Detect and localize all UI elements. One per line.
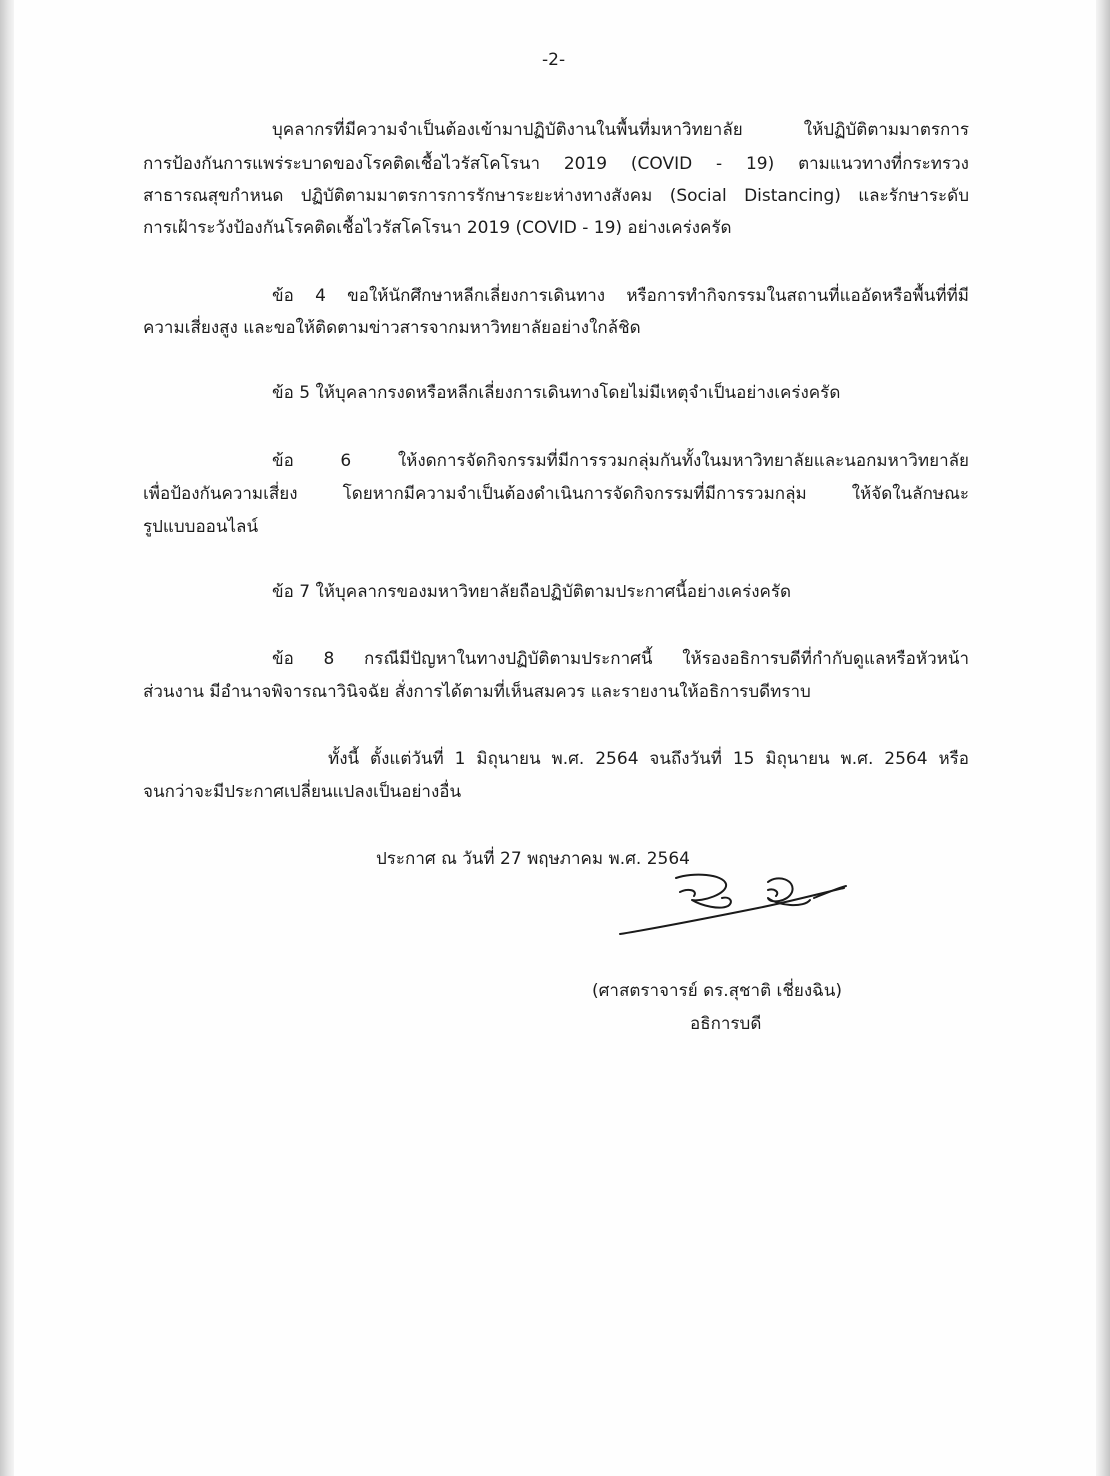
effective-period-line-2: จนกว่าจะมีประกาศเปลี่ยนแปลงเป็นอย่างอื่น <box>143 782 462 802</box>
clause-6-line-3: รูปแบบออนไลน์ <box>143 517 259 537</box>
paragraph-1-line-4: การเฝ้าระวังป้องกันโรคติดเชื้อไวรัสโคโรนา 2019 (COVID - 19) อย่างเคร่งครัด <box>143 218 732 238</box>
paragraph-1-line-1: บุคลากรที่มีความจำเป็นต้องเข้ามาปฏิบัติงานในพื้นที่มหาวิทยาลัย ให้ปฏิบัติตามมาตรการ <box>272 120 969 140</box>
clause-4-line-1: ข้อ 4 ขอให้นักศึกษาหลีกเลี่ยงการเดินทาง หรือการทำกิจกรรมในสถานที่แออัดหรือพื้นที่ที่มี <box>272 286 969 306</box>
clause-7-line-1: ข้อ 7 ให้บุคลากรของมหาวิทยาลัยถือปฏิบัติตามประกาศนี้อย่างเคร่งครัด <box>272 582 792 602</box>
document-page <box>14 0 1096 1476</box>
effective-period-line-1: ทั้งนี้ ตั้งแต่วันที่ 1 มิถุนายน พ.ศ. 2564 จนถึงวันที่ 15 มิถุนายน พ.ศ. 2564 หรือ <box>328 749 969 769</box>
clause-4-line-2: ความเสี่ยงสูง และขอให้ติดตามข่าวสารจากมหาวิทยาลัยอย่างใกล้ชิด <box>143 318 641 338</box>
page-number: -2- <box>542 50 566 70</box>
clause-6-line-2: เพื่อป้องกันความเสี่ยง โดยหากมีความจำเป็นต้องดำเนินการจัดกิจกรรมที่มีการรวมกลุ่ม ให้จัดในลักษณะ <box>143 484 969 504</box>
signatory-name: (ศาสตราจารย์ ดร.สุชาติ เชี่ยงฉิน) <box>592 981 842 1001</box>
right-page-shadow <box>1096 0 1110 1476</box>
signatory-title: อธิการบดี <box>690 1014 762 1034</box>
left-page-shadow <box>0 0 14 1476</box>
signature-image <box>618 868 858 948</box>
paragraph-1-line-3: สาธารณสุขกำหนด ปฏิบัติตามมาตรการการรักษาระยะห่างทางสังคม (Social Distancing) และรักษาระดับ <box>143 186 969 206</box>
announcement-date: ประกาศ ณ วันที่ 27 พฤษภาคม พ.ศ. 2564 <box>376 849 690 869</box>
clause-8-line-1: ข้อ 8 กรณีมีปัญหาในทางปฏิบัติตามประกาศนี้ ให้รองอธิการบดีที่กำกับดูแลหรือหัวหน้า <box>272 649 969 669</box>
clause-6-line-1: ข้อ 6 ให้งดการจัดกิจกรรมที่มีการรวมกลุ่มกันทั้งในมหาวิทยาลัยและนอกมหาวิทยาลัย <box>272 451 969 471</box>
clause-5-line-1: ข้อ 5 ให้บุคลากรงดหรือหลีกเลี่ยงการเดินทางโดยไม่มีเหตุจำเป็นอย่างเคร่งครัด <box>272 383 841 403</box>
paragraph-1-line-2: การป้องกันการแพร่ระบาดของโรคติดเชื้อไวรัสโคโรนา 2019 (COVID - 19) ตามแนวทางที่กระทรวง <box>143 154 969 174</box>
clause-8-line-2: ส่วนงาน มีอำนาจพิจารณาวินิจฉัย สั่งการได้ตามที่เห็นสมควร และรายงานให้อธิการบดีทราบ <box>143 682 811 702</box>
